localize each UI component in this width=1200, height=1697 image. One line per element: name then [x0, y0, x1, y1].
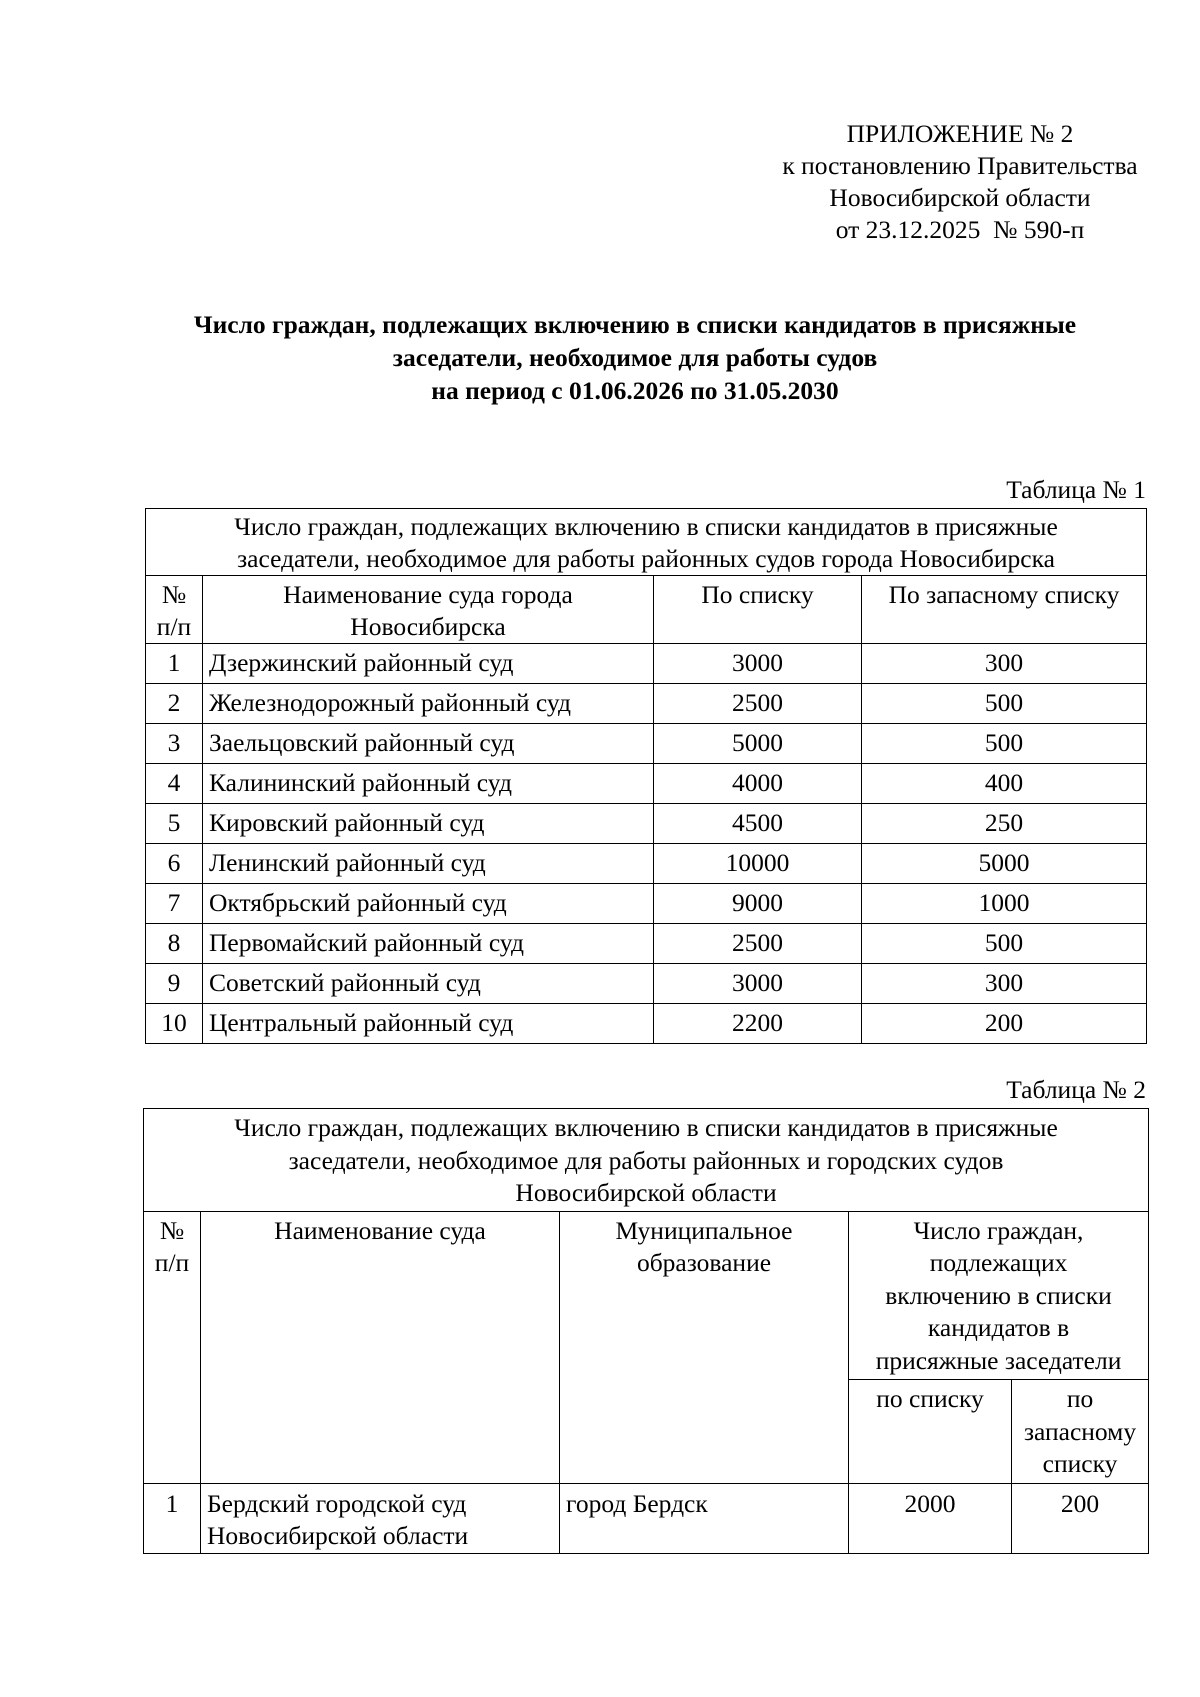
court-name: Октябрьский районный суд — [203, 884, 654, 924]
court-name: Центральный районный суд — [203, 1004, 654, 1044]
header-text: № — [159, 1215, 185, 1245]
header-text: запасному — [1023, 1416, 1137, 1446]
list-count: 2500 — [654, 684, 862, 724]
header-text: по — [1066, 1384, 1094, 1413]
list-count: 2000 — [849, 1483, 1012, 1553]
table-row — [146, 764, 1147, 804]
list-count: 2500 — [654, 924, 862, 964]
appendix-line: к постановлению Правительства — [782, 151, 1138, 180]
reserve-count: 500 — [862, 684, 1147, 724]
table2-header-row — [144, 1211, 1149, 1380]
table-row — [146, 1004, 1147, 1044]
row-number: 7 — [146, 884, 203, 924]
col-number-header — [144, 1211, 201, 1483]
list-count: 2200 — [654, 1004, 862, 1044]
appendix-block — [740, 118, 1180, 246]
row-number: 5 — [146, 804, 203, 844]
table-row — [146, 644, 1147, 684]
col-reserve-header: По запасному списку — [862, 576, 1147, 644]
reserve-count: 500 — [862, 724, 1147, 764]
table2-title-line: Число граждан, подлежащих включению в списки кандидатов в присяжные — [234, 1113, 1058, 1142]
court-name: Советский районный суд — [203, 964, 654, 1004]
table1-title-row — [146, 509, 1147, 576]
table2-title — [144, 1109, 1149, 1212]
table2 — [143, 1108, 1149, 1554]
table-row — [146, 964, 1147, 1004]
reserve-count: 500 — [862, 924, 1147, 964]
list-count: 3000 — [654, 644, 862, 684]
table-row — [146, 844, 1147, 884]
table-row — [146, 724, 1147, 764]
court-name-line: Бердский городской суд — [207, 1488, 467, 1518]
header-text: Новосибирска — [350, 612, 506, 641]
document-title — [140, 308, 1130, 407]
title-line: Число граждан, подлежащих включению в списки кандидатов в присяжные — [193, 310, 1077, 339]
title-line: заседатели, необходимое для работы судов — [392, 343, 878, 372]
table-row — [146, 884, 1147, 924]
table2-caption: Таблица № 2 — [1006, 1075, 1146, 1104]
header-text: Муниципальное — [615, 1215, 793, 1245]
appendix-title: ПРИЛОЖЕНИЕ № 2 — [846, 119, 1074, 148]
row-number: 9 — [146, 964, 203, 1004]
list-count: 10000 — [654, 844, 862, 884]
table-row — [146, 804, 1147, 844]
reserve-count: 1000 — [862, 884, 1147, 924]
table2-title-line: заседатели, необходимое для работы районных и городских судов — [288, 1145, 1004, 1175]
col-municipality-header — [560, 1211, 849, 1483]
header-text: присяжные заседатели — [875, 1345, 1122, 1375]
reserve-count: 250 — [862, 804, 1147, 844]
col-count-group-header — [849, 1211, 1149, 1380]
court-name: Железнодорожный районный суд — [203, 684, 654, 724]
court-name: Заельцовский районный суд — [203, 724, 654, 764]
court-name: Кировский районный суд — [203, 804, 654, 844]
reserve-count: 200 — [862, 1004, 1147, 1044]
reserve-count: 300 — [862, 644, 1147, 684]
court-name — [201, 1483, 560, 1553]
table1-title — [146, 509, 1147, 576]
row-number: 8 — [146, 924, 203, 964]
row-number: 2 — [146, 684, 203, 724]
col-list-header: По списку — [654, 576, 862, 644]
row-number: 4 — [146, 764, 203, 804]
header-text: Число граждан, — [913, 1215, 1084, 1245]
court-name-line: Новосибирской области — [207, 1521, 469, 1550]
col-court-name-header — [203, 576, 654, 644]
table1 — [145, 508, 1147, 1044]
appendix-date: от 23.12.2025 № 590-п — [835, 215, 1085, 244]
col-court-name-header: Наименование суда — [201, 1211, 560, 1483]
header-text: № — [161, 580, 187, 609]
table2-title-row — [144, 1109, 1149, 1212]
col-list-header: по списку — [849, 1380, 1012, 1484]
table-row — [146, 924, 1147, 964]
reserve-count: 400 — [862, 764, 1147, 804]
header-text: п/п — [154, 1248, 190, 1277]
header-text: включению в списки — [885, 1280, 1112, 1310]
table-row — [146, 684, 1147, 724]
title-line: на период с 01.06.2026 по 31.05.2030 — [431, 376, 839, 405]
list-count: 3000 — [654, 964, 862, 1004]
row-number: 3 — [146, 724, 203, 764]
court-name: Первомайский районный суд — [203, 924, 654, 964]
appendix-line: Новосибирской области — [829, 183, 1091, 212]
reserve-count: 5000 — [862, 844, 1147, 884]
court-name: Ленинский районный суд — [203, 844, 654, 884]
header-text: п/п — [156, 612, 192, 641]
header-text: кандидатов в — [927, 1313, 1070, 1342]
table-row — [144, 1483, 1149, 1553]
list-count: 4500 — [654, 804, 862, 844]
header-text: Наименование суда города — [283, 580, 573, 609]
municipality: город Бердск — [560, 1483, 849, 1553]
header-text: подлежащих — [929, 1248, 1068, 1277]
court-name: Калининский районный суд — [203, 764, 654, 804]
table2-title-line: Новосибирской области — [515, 1178, 777, 1207]
table1-title-line: заседатели, необходимое для работы районных судов города Новосибирска — [237, 544, 1055, 573]
col-reserve-header — [1012, 1380, 1149, 1484]
court-name: Дзержинский районный суд — [203, 644, 654, 684]
table1-caption: Таблица № 1 — [1006, 475, 1146, 504]
list-count: 4000 — [654, 764, 862, 804]
reserve-count: 200 — [1012, 1483, 1149, 1553]
row-number: 1 — [144, 1483, 201, 1553]
header-text: образование — [636, 1248, 772, 1277]
row-number: 6 — [146, 844, 203, 884]
list-count: 5000 — [654, 724, 862, 764]
col-number-header — [146, 576, 203, 644]
row-number: 1 — [146, 644, 203, 684]
list-count: 9000 — [654, 884, 862, 924]
reserve-count: 300 — [862, 964, 1147, 1004]
row-number: 10 — [146, 1004, 203, 1044]
table1-title-line: Число граждан, подлежащих включению в списки кандидатов в присяжные — [234, 512, 1058, 541]
header-text: списку — [1042, 1449, 1118, 1478]
table1-header-row — [146, 576, 1147, 644]
